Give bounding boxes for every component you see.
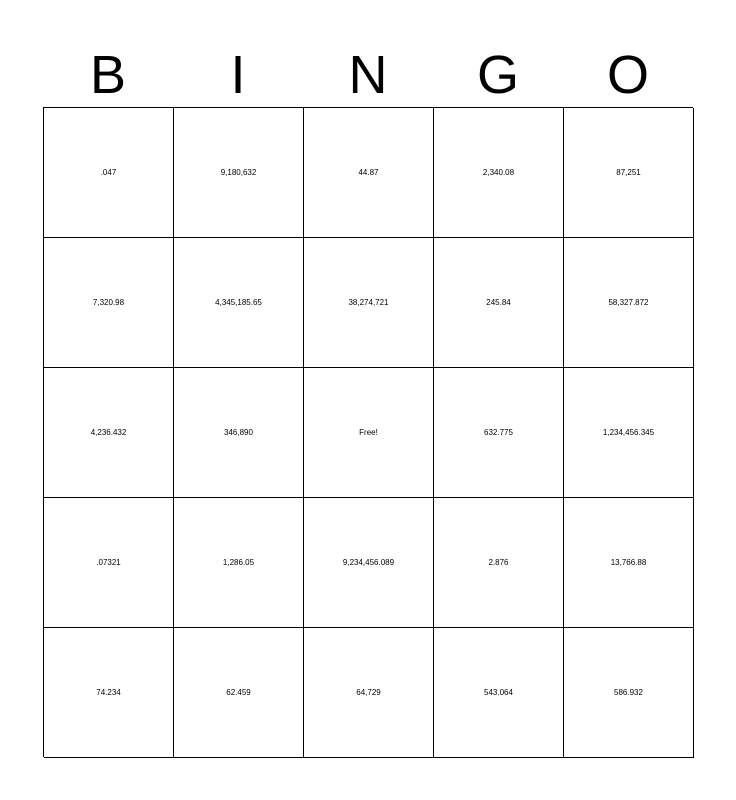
bingo-cell[interactable]: 586.932 <box>564 628 694 758</box>
bingo-cell[interactable]: 13,766.88 <box>564 498 694 628</box>
bingo-cell[interactable]: 245.84 <box>434 238 564 368</box>
bingo-cell[interactable]: 62.459 <box>174 628 304 758</box>
header-letter-i: I <box>230 45 246 105</box>
bingo-cell[interactable]: 1,234,456.345 <box>564 368 694 498</box>
bingo-cell[interactable]: 38,274,721 <box>304 238 434 368</box>
bingo-cell[interactable]: 64,729 <box>304 628 434 758</box>
header-letter-o: O <box>606 45 649 105</box>
bingo-cell[interactable]: 1,286.05 <box>174 498 304 628</box>
bingo-cell[interactable]: 632.775 <box>434 368 564 498</box>
bingo-card <box>43 107 693 757</box>
bingo-cell[interactable]: 7,320.98 <box>44 238 174 368</box>
header-letter-b: B <box>89 45 127 105</box>
bingo-cell[interactable]: 58,327.872 <box>564 238 694 368</box>
bingo-cell[interactable]: .047 <box>44 108 174 238</box>
bingo-cell[interactable]: 74.234 <box>44 628 174 758</box>
free-space[interactable]: Free! <box>304 368 434 498</box>
bingo-cell[interactable]: 4,236.432 <box>44 368 174 498</box>
header-letter-g: G <box>476 45 519 105</box>
bingo-cell[interactable]: 543.064 <box>434 628 564 758</box>
bingo-cell[interactable]: 44.87 <box>304 108 434 238</box>
bingo-cell[interactable]: 346,890 <box>174 368 304 498</box>
bingo-cell[interactable]: 2.876 <box>434 498 564 628</box>
bingo-cell[interactable]: 9,234,456.089 <box>304 498 434 628</box>
bingo-cell[interactable]: 9,180,632 <box>174 108 304 238</box>
bingo-header <box>43 44 693 106</box>
bingo-cell[interactable]: 4,345,185.65 <box>174 238 304 368</box>
bingo-cell[interactable]: 2,340.08 <box>434 108 564 238</box>
bingo-cell[interactable]: 87,251 <box>564 108 694 238</box>
header-letter-n: N <box>348 45 388 105</box>
bingo-cell[interactable]: .07321 <box>44 498 174 628</box>
